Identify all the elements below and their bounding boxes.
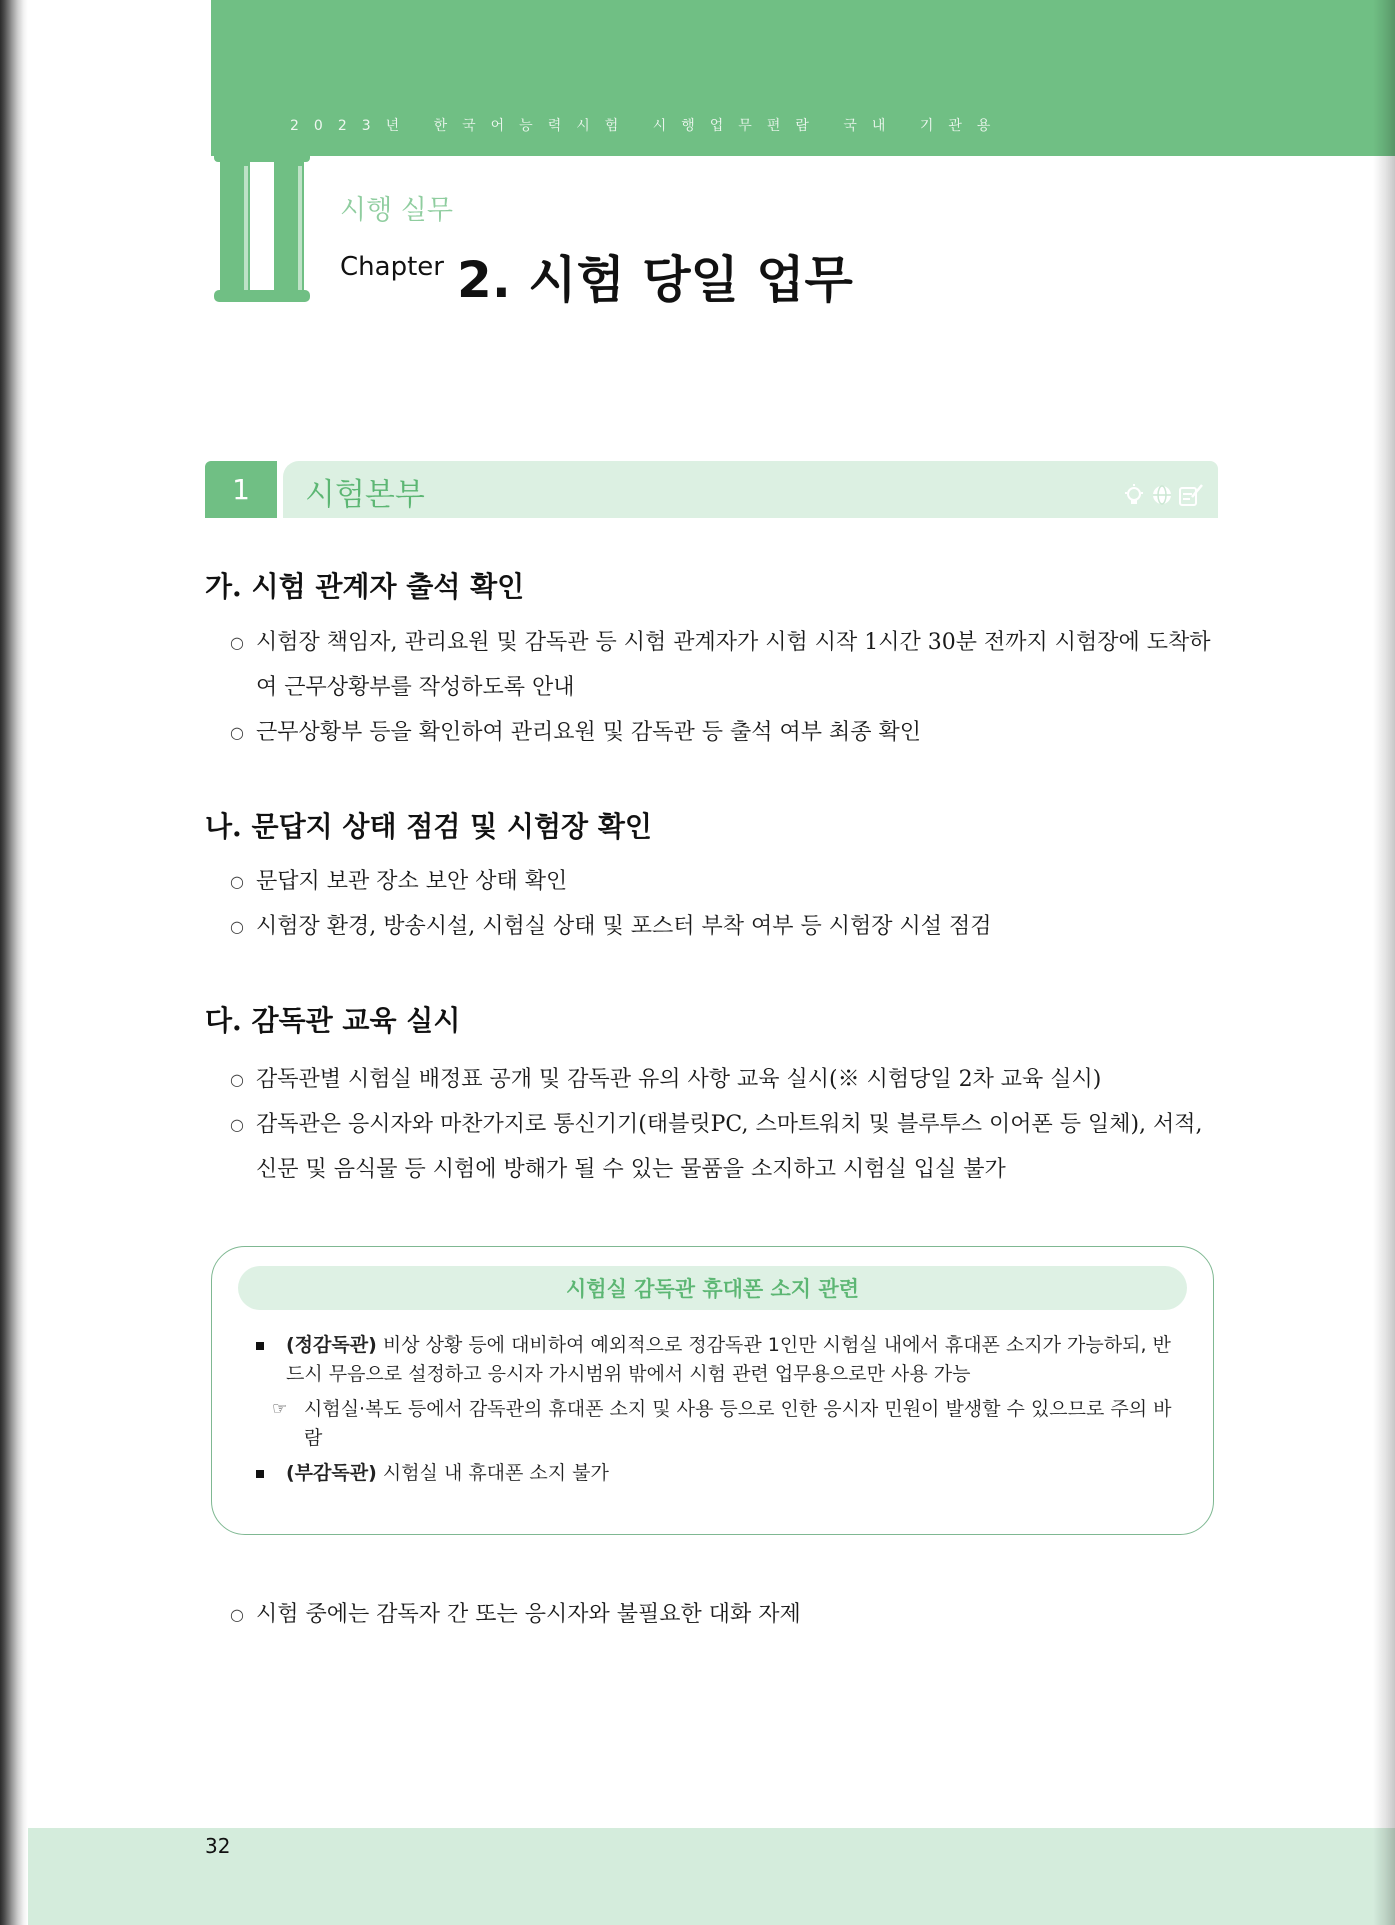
section-number: 1 [205,461,277,518]
notice-item [256,1459,1186,1488]
notice-subnote-text: 시험실·복도 등에서 감독관의 휴대폰 소지 및 사용 등으로 인한 응시자 민원이 발생할 수 있으므로 주의 바람 [304,1398,1172,1449]
bullet-marker: ○ [230,1605,244,1624]
bullet-marker: ○ [230,1070,244,1089]
subsection-heading: 나. 문답지 상태 점검 및 시험장 확인 [205,810,652,843]
bullet-text: 시험장 환경, 방송시설, 시험실 상태 및 포스터 부착 여부 등 시험장 시설 점검 [256,914,992,939]
bullet-item [230,1102,1230,1192]
chapter-title: 2. 시험 당일 업무 [457,251,853,309]
bullet-marker: ○ [230,723,244,742]
memo-icon [1178,483,1204,507]
notice-title: 시험실 감독관 휴대폰 소지 관련 [238,1266,1187,1310]
chapter-word: Chapter [340,252,444,282]
notice-item [256,1331,1186,1389]
lightbulb-icon [1122,483,1146,507]
square-bullet [256,1470,264,1478]
notice-box [211,1246,1214,1535]
notice-item-text: 시험실 내 휴대폰 소지 불가 [376,1462,609,1484]
page-number: 32 [205,1834,231,1858]
bullet-item [230,620,1230,710]
bullet-item [230,1592,1230,1637]
bullet-text: 감독관은 응시자와 마찬가지로 통신기기(태블릿PC, 스마트워치 및 블루투스 이어폰 등 일체), 서적, 신문 및 음식물 등 시험에 방해가 될 수 있는 물품을 소지하고 시험실 입실 불가 [256,1112,1203,1182]
bullet-item [230,904,1230,949]
notice-item-role: (부감독관) [286,1462,377,1484]
chapter-heading [340,240,853,312]
square-bullet [256,1342,264,1350]
part-numeral-two [208,152,316,304]
bullet-text: 시험장 책임자, 관리요원 및 감독관 등 시험 관계자가 시험 시작 1시간 30분 전까지 시험장에 도착하여 근무상황부를 작성하도록 안내 [256,630,1211,700]
footer-band [28,1828,1395,1925]
part-label: 시행 실무 [340,195,453,226]
running-header: 2023년 한국어능력시험 시행업무편람 국내 기관용 [290,118,1006,134]
notice-item-text: 비상 상황 등에 대비하여 예외적으로 정감독관 1인만 시험실 내에서 휴대폰 소지가 가능하되, 반드시 무음으로 설정하고 응시자 가시범위 밖에서 시험 관련 업무용으로만 사용 가능 [286,1334,1171,1385]
bullet-item [230,859,1230,904]
notice-item-role: (정감독관) [286,1334,377,1356]
bullet-item [230,1057,1230,1102]
notice-subnote [272,1395,1186,1453]
section-title: 시험본부 [305,477,425,513]
section-icons [1122,483,1204,507]
bullet-marker: ○ [230,872,244,891]
globe-icon [1150,483,1174,507]
pointing-hand-icon: ☞ [272,1399,288,1419]
page-edge-shadow [1373,0,1395,1925]
subsection-heading: 다. 감독관 교육 실시 [205,1004,461,1037]
bullet-text: 시험 중에는 감독자 간 또는 응시자와 불필요한 대화 자제 [256,1602,801,1627]
section-header-bar [205,461,1218,518]
bullet-marker: ○ [230,633,244,652]
bullet-text: 문답지 보관 장소 보안 상태 확인 [256,869,568,894]
book-spine-shadow [0,0,28,1925]
subsection-heading: 가. 시험 관계자 출석 확인 [205,570,525,603]
bullet-marker: ○ [230,1115,244,1134]
bullet-text: 감독관별 시험실 배정표 공개 및 감독관 유의 사항 교육 실시(※ 시험당일 2차 교육 실시) [256,1067,1102,1092]
bullet-item [230,710,1230,755]
bullet-marker: ○ [230,917,244,936]
bullet-text: 근무상황부 등을 확인하여 관리요원 및 감독관 등 출석 여부 최종 확인 [256,720,921,745]
